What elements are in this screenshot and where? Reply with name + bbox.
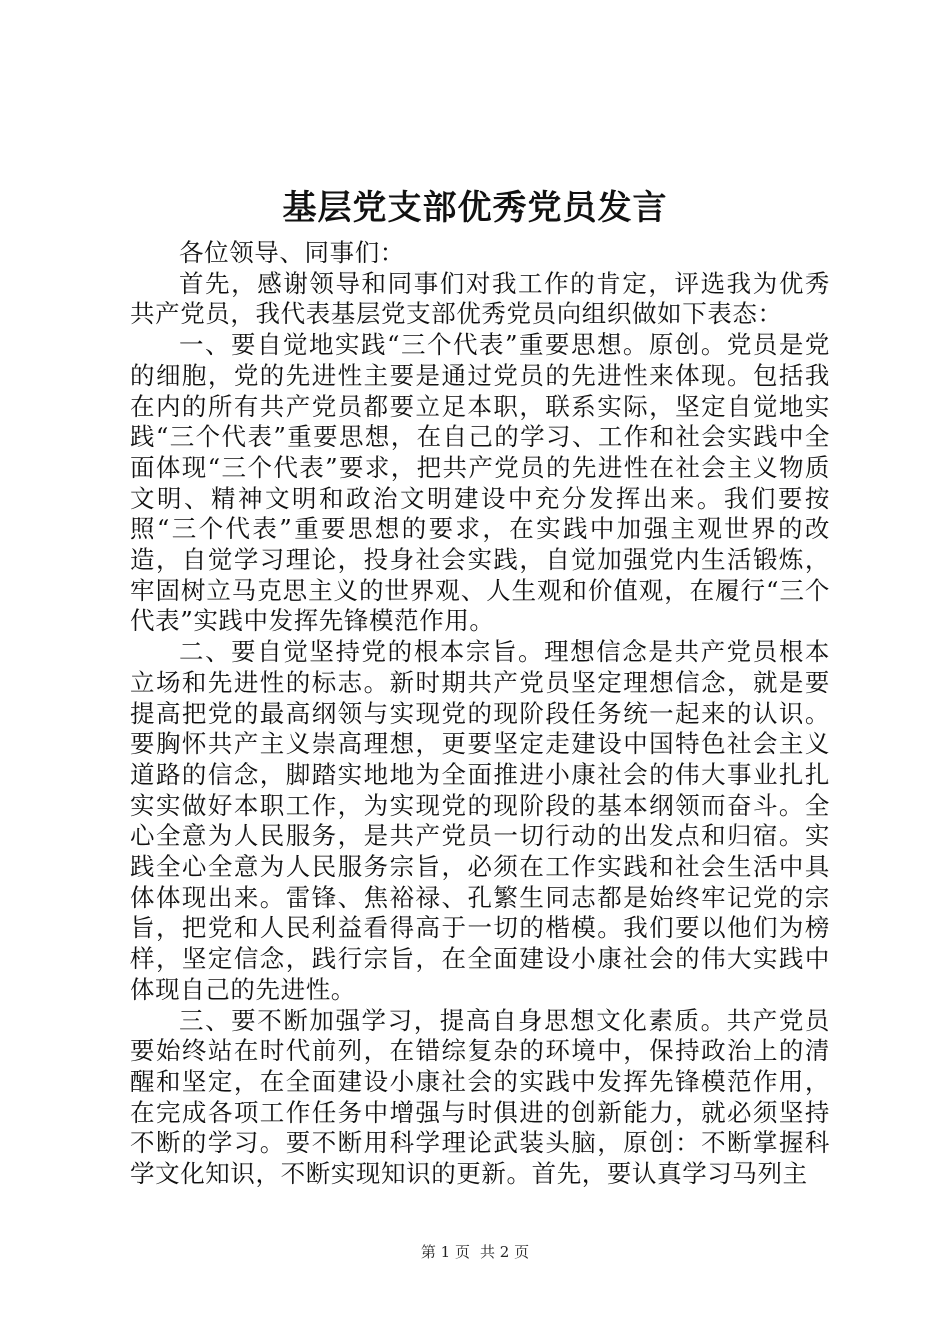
- page-total: 共 2 页: [480, 1243, 530, 1261]
- intro-paragraph: 首先，感谢领导和同事们对我工作的肯定，评选我为优秀共产党员，我代表基层党支部优秀党员向组织做如下表态：: [130, 268, 830, 329]
- document-title: 基层党支部优秀党员发言: [282, 188, 668, 228]
- section-two-paragraph: 二、要自觉坚持党的根本宗旨。理想信念是共产党员根本立场和先进性的标志。新时期共产党员坚定理想信念，就是要提高把党的最高纲领与实现党的现阶段任务统一起来的认识。要胸怀共产主义崇高理想，更要坚定走建设中国特色社会主义道路的信念，脚踏实地地为全面推进小康社会的伟大事业扎扎实实做好本职工作，为实现党的现阶段的基本纲领而奋斗。全心全意为人民服务，是共产党员一切行动的出发点和归宿。实践全心全意为人民服务宗旨，必须在工作实践和社会生活中具体体现出来。雷锋、焦裕禄、孔繁生同志都是始终牢记党的宗旨，把党和人民利益看得高于一切的楷模。我们要以他们为榜样，坚定信念，践行宗旨，在全面建设小康社会的伟大实践中体现自己的先进性。: [130, 637, 830, 1004]
- section-one-paragraph: 一、要自觉地实践“三个代表”重要思想。原创。党员是党的细胞，党的先进性主要是通过党员的先进性来体现。包括我在内的所有共产党员都要立足本职，联系实际，坚定自觉地实践“三个代表”重要思想，在自己的学习、工作和社会实践中全面体现“三个代表”要求，把共产党员的先进性在社会主义物质文明、精神文明和政治文明建设中充分发挥出来。我们要按照“三个代表”重要思想的要求，在实践中加强主观世界的改造，自觉学习理论，投身社会实践，自觉加强党内生活锻炼，牢固树立马克思主义的世界观、人生观和价值观，在履行“三个代表”实践中发挥先锋模范作用。: [130, 330, 830, 636]
- salutation-paragraph: 各位领导、同事们：: [179, 238, 405, 267]
- page-number: 第 1 页: [420, 1243, 470, 1261]
- section-three-paragraph: 三、要不断加强学习，提高自身思想文化素质。共产党员要始终站在时代前列，在错综复杂的环境中，保持政治上的清醒和坚定，在全面建设小康社会的实践中发挥先锋模范作用，在完成各项工作任务中增强与时俱进的创新能力，就必须坚持不断的学习。要不断用科学理论武装头脑，原创：不断掌握科学文化知识，不断实现知识的更新。首先，要认真学习马列主: [130, 1005, 830, 1189]
- document-body: [130, 238, 830, 1190]
- page-footer: [0, 1242, 950, 1262]
